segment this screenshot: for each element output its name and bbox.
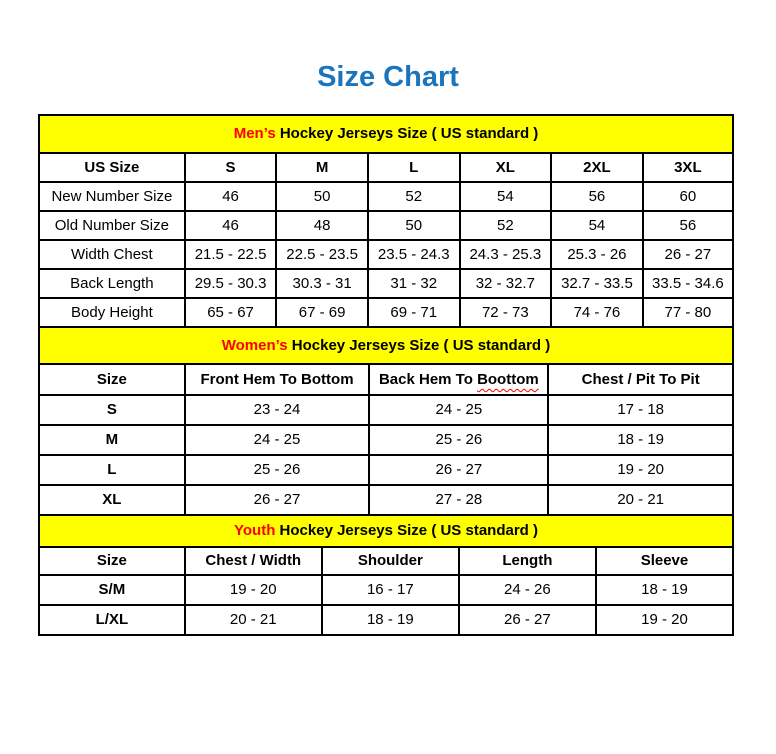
table-cell: 19 - 20 xyxy=(548,455,733,485)
table-cell: 74 - 76 xyxy=(551,298,643,327)
table-cell: 56 xyxy=(551,182,643,211)
row-label: Body Height xyxy=(39,298,185,327)
section-mens-column-header: M xyxy=(276,153,368,182)
table-cell: 52 xyxy=(460,211,552,240)
table-cell: 23 - 24 xyxy=(185,395,370,425)
table-cell: 20 - 21 xyxy=(185,605,322,635)
section-youth-caption xyxy=(39,515,733,547)
row-label: New Number Size xyxy=(39,182,185,211)
section-mens-column-header: 3XL xyxy=(643,153,733,182)
table-cell: 19 - 20 xyxy=(596,605,733,635)
section-womens-column-header: Chest / Pit To Pit xyxy=(548,364,733,395)
row-label: L xyxy=(39,455,185,485)
table-cell: 24 - 25 xyxy=(369,395,548,425)
section-youth-caption-text: Hockey Jerseys Size ( US standard ) xyxy=(275,522,538,540)
section-womens-caption xyxy=(39,327,733,364)
table-cell: 50 xyxy=(276,182,368,211)
section-mens-caption-highlight: Men’s xyxy=(233,125,276,143)
table-row xyxy=(39,485,733,515)
table-row xyxy=(39,269,733,298)
table-row xyxy=(39,425,733,455)
section-youth-column-header: Size xyxy=(39,547,185,575)
table-cell: 33.5 - 34.6 xyxy=(643,269,733,298)
table-cell: 32.7 - 33.5 xyxy=(551,269,643,298)
size-chart xyxy=(38,114,734,636)
column-header-text: Back Hem To xyxy=(378,370,478,388)
table-row xyxy=(39,455,733,485)
table-cell: 27 - 28 xyxy=(369,485,548,515)
table-row xyxy=(39,211,733,240)
section-youth-column-header: Sleeve xyxy=(596,547,733,575)
section-womens-table xyxy=(38,326,734,516)
section-mens-column-header: L xyxy=(368,153,460,182)
table-cell: 56 xyxy=(643,211,733,240)
table-cell: 52 xyxy=(368,182,460,211)
page-title: Size Chart xyxy=(317,61,459,93)
table-cell: 18 - 19 xyxy=(596,575,733,605)
section-womens-caption-text: Hockey Jerseys Size ( US standard ) xyxy=(287,336,551,354)
section-youth-column-header: Chest / Width xyxy=(185,547,322,575)
row-label: M xyxy=(39,425,185,455)
table-cell: 25 - 26 xyxy=(369,425,548,455)
table-cell: 25.3 - 26 xyxy=(551,240,643,269)
table-cell: 20 - 21 xyxy=(548,485,733,515)
table-cell: 17 - 18 xyxy=(548,395,733,425)
table-cell: 23.5 - 24.3 xyxy=(368,240,460,269)
table-cell: 77 - 80 xyxy=(643,298,733,327)
section-womens-caption-highlight: Women’s xyxy=(221,336,288,354)
table-cell: 16 - 17 xyxy=(322,575,459,605)
table-cell: 46 xyxy=(185,182,277,211)
table-cell: 26 - 27 xyxy=(459,605,596,635)
table-cell: 54 xyxy=(460,182,552,211)
table-row xyxy=(39,182,733,211)
section-mens-column-header: US Size xyxy=(39,153,185,182)
row-label: S xyxy=(39,395,185,425)
table-cell: 50 xyxy=(368,211,460,240)
section-youth-column-header: Length xyxy=(459,547,596,575)
section-womens-column-header xyxy=(369,364,548,395)
table-cell: 65 - 67 xyxy=(185,298,277,327)
section-mens-column-header: 2XL xyxy=(551,153,643,182)
section-womens-column-header: Size xyxy=(39,364,185,395)
row-label: L/XL xyxy=(39,605,185,635)
section-mens-caption xyxy=(39,115,733,153)
row-label: S/M xyxy=(39,575,185,605)
table-cell: 24 - 26 xyxy=(459,575,596,605)
section-mens-table xyxy=(38,114,734,328)
section-mens-column-header: XL xyxy=(460,153,552,182)
row-label: Old Number Size xyxy=(39,211,185,240)
table-cell: 26 - 27 xyxy=(369,455,548,485)
table-cell: 24 - 25 xyxy=(185,425,370,455)
table-cell: 18 - 19 xyxy=(322,605,459,635)
section-mens-caption-text: Hockey Jerseys Size ( US standard ) xyxy=(275,125,539,143)
misspelled-word: Boottom xyxy=(477,370,539,388)
table-cell: 60 xyxy=(643,182,733,211)
table-row xyxy=(39,240,733,269)
table-row xyxy=(39,605,733,635)
table-cell: 26 - 27 xyxy=(185,485,370,515)
table-cell: 30.3 - 31 xyxy=(276,269,368,298)
table-cell: 18 - 19 xyxy=(548,425,733,455)
table-cell: 48 xyxy=(276,211,368,240)
section-youth-column-header: Shoulder xyxy=(322,547,459,575)
section-youth-table xyxy=(38,514,734,636)
table-cell: 31 - 32 xyxy=(368,269,460,298)
table-cell: 22.5 - 23.5 xyxy=(276,240,368,269)
table-cell: 26 - 27 xyxy=(643,240,733,269)
table-cell: 21.5 - 22.5 xyxy=(185,240,277,269)
table-cell: 69 - 71 xyxy=(368,298,460,327)
table-cell: 25 - 26 xyxy=(185,455,370,485)
table-cell: 32 - 32.7 xyxy=(460,269,552,298)
row-label: XL xyxy=(39,485,185,515)
section-youth-caption-highlight: Youth xyxy=(234,522,276,540)
table-row xyxy=(39,395,733,425)
table-cell: 72 - 73 xyxy=(460,298,552,327)
table-cell: 67 - 69 xyxy=(276,298,368,327)
table-row xyxy=(39,298,733,327)
section-womens-column-header: Front Hem To Bottom xyxy=(185,364,370,395)
section-mens-column-header: S xyxy=(185,153,277,182)
row-label: Back Length xyxy=(39,269,185,298)
table-cell: 46 xyxy=(185,211,277,240)
table-cell: 24.3 - 25.3 xyxy=(460,240,552,269)
row-label: Width Chest xyxy=(39,240,185,269)
table-cell: 54 xyxy=(551,211,643,240)
table-cell: 19 - 20 xyxy=(185,575,322,605)
table-row xyxy=(39,575,733,605)
table-cell: 29.5 - 30.3 xyxy=(185,269,277,298)
